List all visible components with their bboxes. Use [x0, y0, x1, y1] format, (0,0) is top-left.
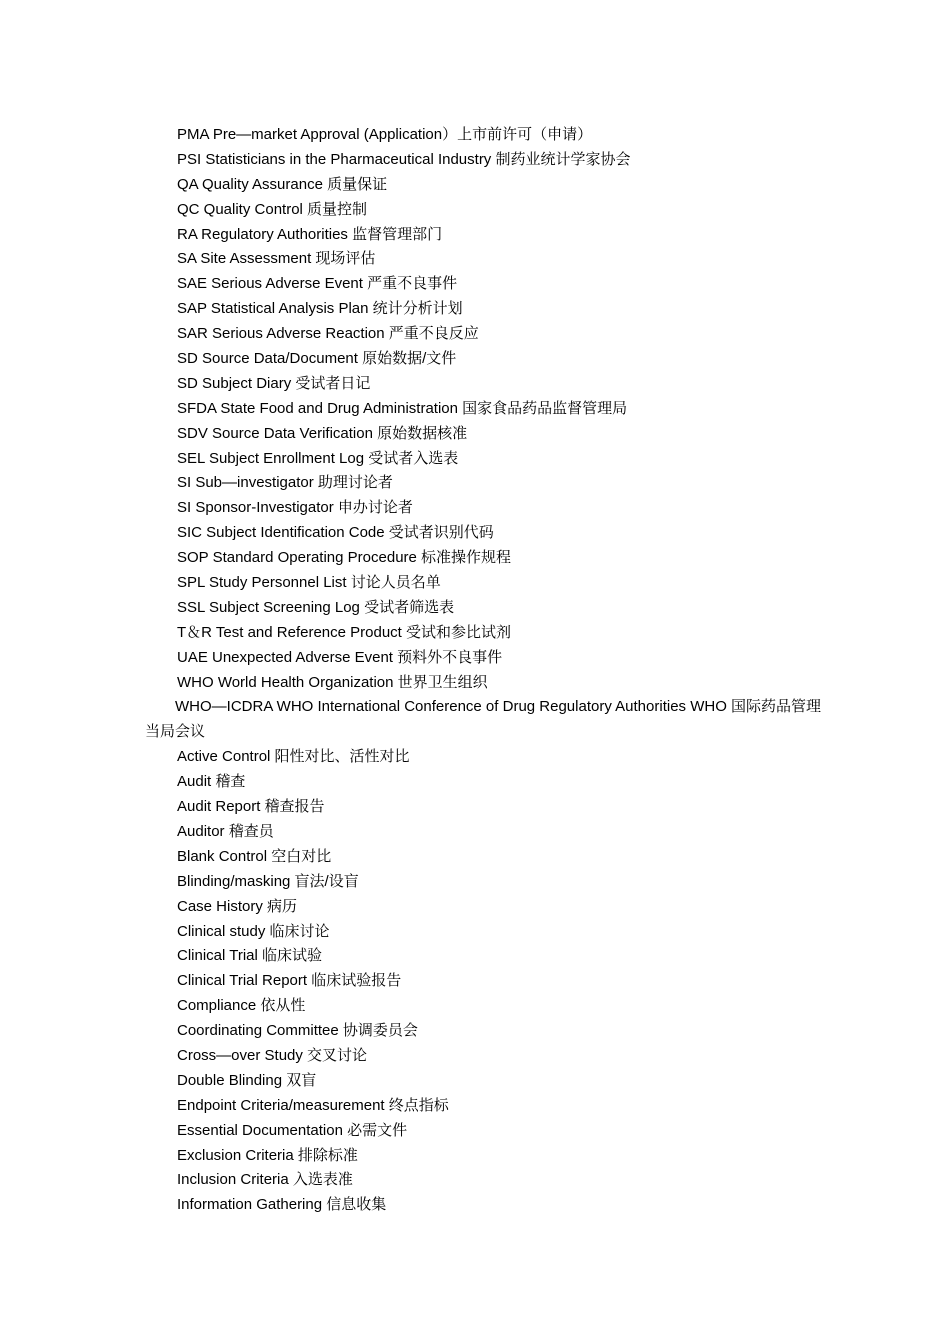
glossary-entry-clinical-trial-report: Clinical Trial Report 临床试验报告	[177, 972, 402, 990]
glossary-entry-who: WHO World Health Organization 世界卫生组织	[177, 673, 488, 691]
glossary-entry-sar: SAR Serious Adverse Reaction 严重不良反应	[177, 325, 479, 343]
glossary-entry-sic: SIC Subject Identification Code 受试者识别代码	[177, 524, 494, 542]
glossary-entry-sel: SEL Subject Enrollment Log 受试者入选表	[177, 449, 459, 467]
glossary-entry-ra: RA Regulatory Authorities 监督管理部门	[177, 225, 443, 243]
glossary-entry-sd-diary: SD Subject Diary 受试者日记	[177, 374, 371, 392]
glossary-entry-double-blinding: Double Blinding 双盲	[177, 1071, 317, 1089]
glossary-entry-compliance: Compliance 依从性	[177, 997, 306, 1015]
glossary-entry-si-sponsor: SI Sponsor-Investigator 申办讨论者	[177, 499, 413, 517]
glossary-entry-sd-source: SD Source Data/Document 原始数据/文件	[177, 350, 457, 368]
glossary-entry-qc: QC Quality Control 质量控制	[177, 200, 368, 218]
glossary-entry-endpoint-criteria: Endpoint Criteria/measurement 终点指标	[177, 1096, 449, 1114]
glossary-entry-ssl: SSL Subject Screening Log 受试者筛选表	[177, 598, 455, 616]
glossary-entry-sap: SAP Statistical Analysis Plan 统计分析计划	[177, 300, 463, 318]
glossary-entry-blank-control: Blank Control 空白对比	[177, 847, 332, 865]
glossary-entry-sa: SA Site Assessment 现场评估	[177, 250, 376, 268]
glossary-entry-pma: PMA Pre—market Approval (Application）上市前许可（申请）	[177, 126, 593, 143]
glossary-entry-spl: SPL Study Personnel List 讨论人员名单	[177, 574, 441, 592]
glossary-entry-cross-over-study: Cross—over Study 交叉讨论	[177, 1046, 368, 1064]
glossary-entry-auditor: Auditor 稽查员	[177, 822, 274, 840]
glossary-entry-information-gathering: Information Gathering 信息收集	[177, 1196, 387, 1214]
glossary-entry-inclusion-criteria: Inclusion Criteria 入选表准	[177, 1171, 353, 1189]
glossary-entry-case-history: Case History 病历	[177, 897, 298, 915]
glossary-entry-blinding: Blinding/masking 盲法/设盲	[177, 872, 359, 890]
glossary-entry-coordinating-committee: Coordinating Committee 协调委员会	[177, 1022, 418, 1040]
glossary-entry-sae: SAE Serious Adverse Event 严重不良事件	[177, 275, 458, 293]
glossary-entry-audit: Audit 稽查	[177, 773, 246, 791]
glossary-entry-clinical-study: Clinical study 临床讨论	[177, 922, 330, 940]
glossary-entry-sfda: SFDA State Food and Drug Administration 国家食品药品监督管理局	[177, 399, 628, 417]
glossary-entry-uae: UAE Unexpected Adverse Event 预料外不良事件	[177, 648, 503, 666]
glossary-entry-active-control: Active Control 阳性对比、活性对比	[177, 748, 410, 766]
glossary-entry-psi: PSI Statisticians in the Pharmaceutical Industry 制药业统计学家协会	[177, 150, 631, 168]
glossary-entry-t-and-r: T＆R Test and Reference Product 受试和参比试剂	[177, 623, 511, 641]
glossary-entry-audit-report: Audit Report 稽查报告	[177, 798, 325, 816]
glossary-entry-sdv: SDV Source Data Verification 原始数据核准	[177, 424, 468, 442]
glossary-entry-qa: QA Quality Assurance 质量保证	[177, 175, 388, 193]
glossary-entry-who-icdra: WHO—ICDRA WHO International Conference of Drug Regulatory Authorities WHO 国际药品管理当局会议	[145, 698, 822, 741]
glossary-entry-clinical-trial: Clinical Trial 临床试验	[177, 947, 323, 965]
glossary-entry-exclusion-criteria: Exclusion Criteria 排除标准	[177, 1146, 358, 1164]
glossary-entry-essential-documentation: Essential Documentation 必需文件	[177, 1121, 408, 1139]
glossary-entry-si-sub: SI Sub—investigator 助理讨论者	[177, 474, 393, 492]
glossary-list	[145, 123, 825, 1218]
glossary-entry-sop: SOP Standard Operating Procedure 标准操作规程	[177, 549, 512, 567]
